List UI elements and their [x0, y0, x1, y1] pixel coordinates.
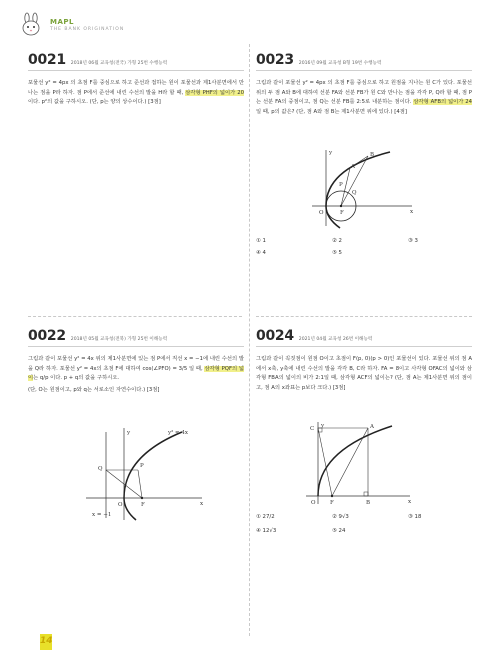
label-f: F [141, 502, 145, 508]
label-q: Q [352, 190, 357, 196]
label-b: B [366, 500, 371, 506]
problem-0022 [28, 328, 244, 395]
label-p: P [339, 182, 343, 188]
label-o: O [311, 500, 316, 506]
label-a: A [351, 164, 355, 170]
segment-fa [332, 428, 368, 496]
choices-0024 [256, 514, 472, 540]
problem-header [28, 328, 244, 347]
choice-2[interactable]: ② 9√3 [332, 514, 349, 520]
label-o: O [319, 210, 324, 216]
parabola-lower [124, 498, 136, 520]
highlight: 삼각형 AFB의 넓이가 24 [413, 99, 472, 106]
problem-text: 그림과 같이 꼭짓점이 원점 O이고 초점이 F(p, 0)(p > 0)인 포물선이 있다. 포물선 위의 점 A에서 x축, y축에 내린 수선의 발을 각각 B, C라 하자. FA = 8이고 사각형 OFAC의 넓이와 삼각형 FBA의 넓이의 비가 2:1일 때, 삼각형 ACF의 넓이는? (단, 점 A는 제1사분면 위의 점이고, 점 A의 x좌표는 p보다 크다.) [3점] [256, 356, 472, 391]
choice-4[interactable]: ④ 4 [256, 250, 266, 256]
parabola-curve [318, 426, 392, 496]
problem-0023 [256, 52, 472, 117]
parabola-curve [326, 152, 390, 206]
choices-0023 [256, 238, 472, 262]
figure-0024 [296, 420, 416, 506]
label-x: x [410, 209, 414, 215]
problem-source: 2018년 06월 교육청(전국) 가형 25번 수행능력 [70, 61, 168, 66]
problem-0024 [256, 328, 472, 393]
problem-0021 [28, 52, 244, 108]
label-y: y [127, 430, 131, 436]
label-o: O [118, 502, 123, 508]
problem-text: 그림과 같이 포물선 y² = 4x 위의 제1사분면에 있는 점 P에서 직선 x = −1에 내린 수선의 발을 Q라 하자. 포물선 y² = 4x의 초점 F에 대하여 cos(∠PFO) = 3/5 일 때, 삼각형 PQF의 넓이는 q/p 이다. p + q의 값을 구하시오. [28, 356, 244, 382]
rabbit-mascot-icon [18, 12, 44, 38]
parabola-lower [326, 206, 340, 228]
choice-3[interactable]: ③ 3 [408, 238, 418, 244]
choice-4[interactable]: ④ 12√3 [256, 528, 277, 534]
parabola-upper [124, 432, 182, 498]
brand [50, 18, 124, 32]
label-p: P [140, 463, 144, 469]
problem-source: 2021년 04월 교육청 26번 이해능력 [298, 337, 373, 342]
highlight: 삼각형 PQF의 넓이 [28, 365, 244, 382]
label-f: F [340, 210, 344, 216]
column-divider [249, 44, 250, 636]
problem-text: 그림과 같이 포물선 y² = 4px 의 초점 F를 중심으로 하고 원점을 지나는 원 C가 있다. 포물선 위의 두 점 A와 B에 대하여 선분 FA와 선분 FB가 원 C와 만나는 점을 각각 P, Q라 할 때, 점 P는 선분 FA의 중점이고, 점 Q는 선분 FB를 2:5로 내분하는 점이다. 삼각형 AFB의 넓이가 24일 때, p의 값은? (단, 점 A와 점 B는 제1사분면 위에 있다.) [4점] [256, 80, 472, 115]
problem-number: 0024 [256, 328, 294, 344]
problem-source: 2018년 05월 교육청(전북) 가형 25번 이해능력 [70, 337, 168, 342]
label-curve: y² = 4x [168, 430, 189, 436]
label-c: C [310, 426, 315, 432]
choice-1[interactable]: ① 1 [256, 238, 266, 244]
label-line: x = −1 [92, 512, 112, 518]
choice-1[interactable]: ① 27/2 [256, 514, 275, 520]
page-number: 14 [40, 636, 53, 646]
label-x: x [200, 501, 204, 507]
label-y: y [329, 150, 333, 156]
problem-header [28, 52, 244, 71]
label-y: y [321, 423, 325, 429]
figure-0023 [300, 148, 420, 230]
point-f [331, 495, 333, 497]
choice-3[interactable]: ③ 18 [408, 514, 422, 520]
problem-number: 0022 [28, 328, 66, 344]
problem-number: 0021 [28, 52, 66, 68]
point-f [141, 497, 143, 499]
segment-pf [138, 470, 142, 498]
label-f: F [330, 500, 334, 506]
figure-0022 [78, 426, 208, 522]
problem-source: 2016년 09월 교육청 B형 19번 수행능력 [298, 61, 382, 66]
problem-text: 포물선 y² = 4px 의 초점 F를 중심으로 하고 준선과 접하는 원이 포물선과 제1사분면에서 만나는 점을 P라 하자. 점 P에서 준선에 내린 수선의 발을 H라 할 때, 삼각형 PHF의 넓이가 20이다. p²의 값을 구하시오. (단, p는 양의 상수이다.) [3점] [28, 80, 244, 106]
row-divider-left [28, 316, 242, 317]
right-angle-b [364, 492, 368, 496]
brand-subtitle: THE BANK ORIGINATION [50, 27, 125, 32]
point-f [340, 205, 342, 207]
page-header [18, 10, 124, 40]
problem-note: (단, O는 원점이고, p와 q는 서로소인 자연수이다.) [3점] [28, 386, 160, 393]
problem-header [256, 328, 472, 347]
choice-5[interactable]: ⑤ 5 [332, 250, 342, 256]
row-divider-right [256, 316, 472, 317]
label-x: x [408, 499, 412, 505]
choice-5[interactable]: ⑤ 24 [332, 528, 346, 534]
highlight: 삼각형 PHF의 넓이가 20 [185, 89, 244, 96]
brand-name: MAPL [50, 18, 74, 26]
problem-number: 0023 [256, 52, 294, 68]
label-a: A [370, 424, 374, 430]
problem-header [256, 52, 472, 71]
choice-2[interactable]: ② 2 [332, 238, 342, 244]
label-b: B [370, 152, 375, 158]
label-q: Q [98, 466, 103, 472]
